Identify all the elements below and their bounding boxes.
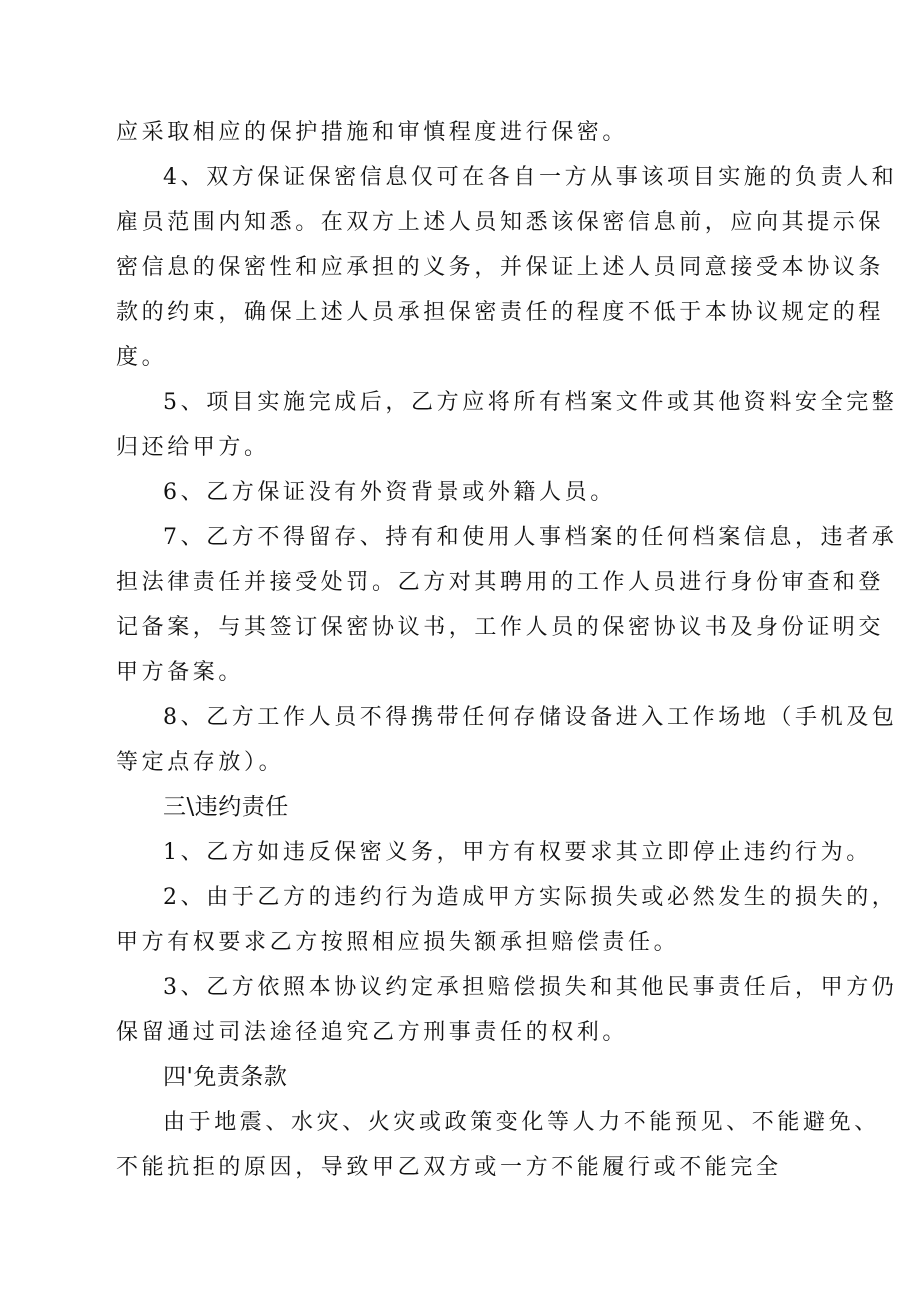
breach-clause-1-line-1: 1、乙方如违反保密义务，甲方有权要求其立即停止违约行为。 [163, 840, 872, 865]
clause-8-line-1: 8、乙方工作人员不得携带任何存储设备进入工作场地（手机及包 [163, 705, 898, 730]
clause-4-line-1: 4、双方保证保密信息仅可在各自一方从事该项目实施的负责人和 [163, 165, 898, 190]
section-heading-exemption: 四'免责条款 [163, 1064, 288, 1090]
clause-8-line-2: 等定点存放）。 [116, 750, 285, 775]
paragraph-3-tail: 应采取相应的保护措施和审慎程度进行保密。 [116, 120, 629, 145]
clause-6-line-1: 6、乙方保证没有外资背景或外籍人员。 [163, 480, 616, 505]
clause-7-line-3: 记备案，与其签订保密协议书，工作人员的保密协议书及身份证明交 [116, 615, 885, 640]
clause-5-line-2: 归还给甲方。 [116, 435, 270, 460]
exemption-line-2: 不能抗拒的原因，导致甲乙双方或一方不能履行或不能完全 [116, 1155, 782, 1180]
exemption-line-1: 由于地震、水灾、火灾或政策变化等人力不能预见、不能避免、 [163, 1110, 880, 1135]
section-heading-breach-liability: 三\违约责任 [163, 794, 289, 820]
breach-clause-3-line-1: 3、乙方依照本协议约定承担赔偿损失和其他民事责任后，甲方仍 [163, 975, 898, 1000]
breach-clause-2-line-2: 甲方有权要求乙方按照相应损失额承担赔偿责任。 [116, 930, 680, 955]
clause-4-line-4: 款的约束，确保上述人员承担保密责任的程度不低于本协议规定的程 [116, 300, 885, 325]
clause-5-line-1: 5、项目实施完成后，乙方应将所有档案文件或其他资料安全完整 [163, 390, 898, 415]
breach-clause-3-line-2: 保留通过司法途径追究乙方刑事责任的权利。 [116, 1020, 629, 1045]
clause-7-line-4: 甲方备案。 [116, 660, 245, 685]
clause-4-line-3: 密信息的保密性和应承担的义务，并保证上述人员同意接受本协议条 [116, 255, 885, 280]
clause-4-line-2: 雇员范围内知悉。在双方上述人员知悉该保密信息前，应向其提示保 [116, 210, 885, 235]
breach-clause-2-line-1: 2、由于乙方的违约行为造成甲方实际损失或必然发生的损失的， [163, 885, 898, 910]
document-body [116, 110, 898, 1190]
clause-7-line-1: 7、乙方不得留存、持有和使用人事档案的任何档案信息，违者承 [163, 525, 898, 550]
clause-4-line-5: 度。 [116, 345, 168, 370]
clause-7-line-2: 担法律责任并接受处罚。乙方对其聘用的工作人员进行身份审查和登 [116, 570, 885, 595]
